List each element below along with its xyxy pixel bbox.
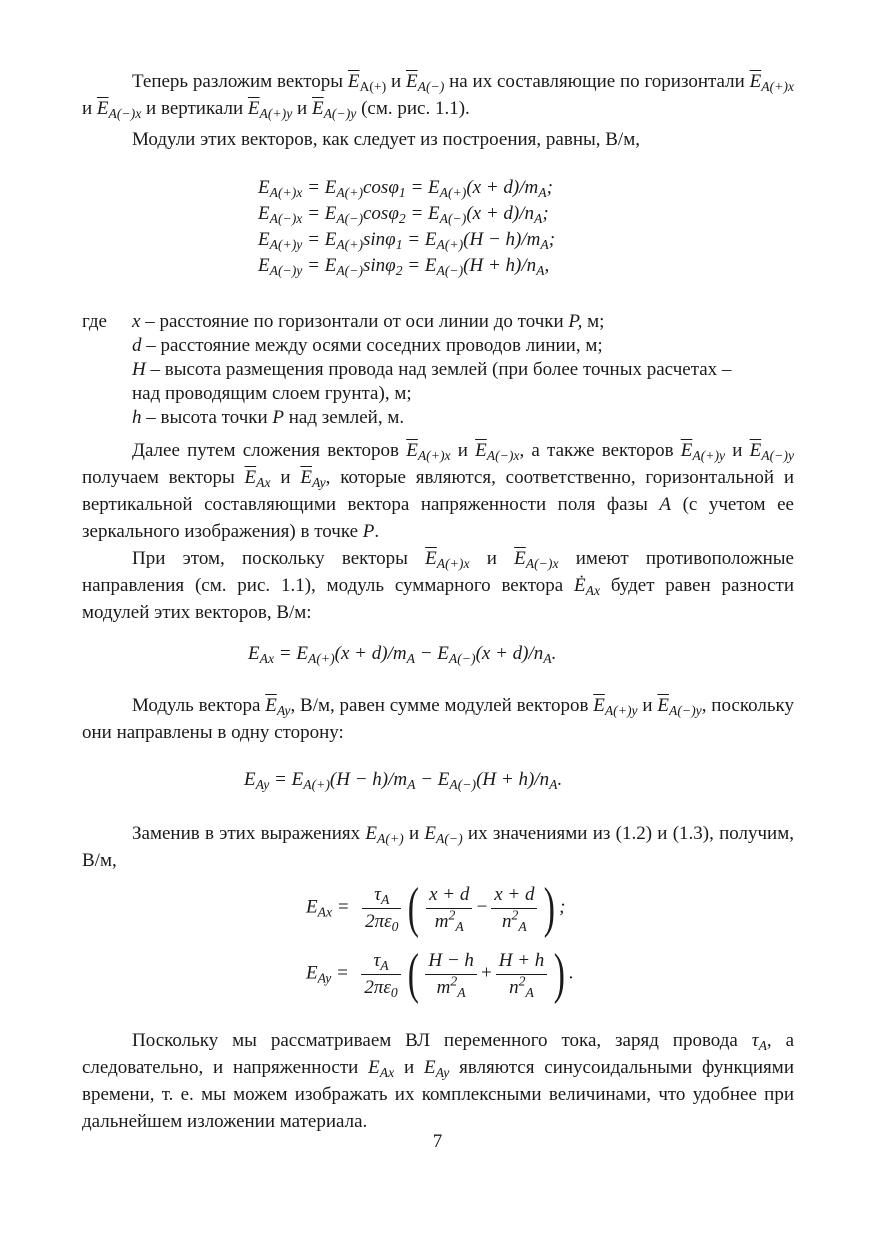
- equation-block-components: [258, 175, 555, 279]
- fraction-m: $\frac{x + d}{m^2_A}$: [426, 884, 472, 933]
- equation-Ax: $E_{Ax} = E_{A(+)}(x + d)/m_A - E_{A(-)}(x + d)/n_A$.: [248, 643, 557, 667]
- fraction-tau: $\frac{\tau_A}{2\pi\varepsilon_0}$: [362, 884, 401, 933]
- paragraph-module-Ay: Модуль вектора $\overline{E}_{Ay}$, В/м, равен сумме модулей векторов $\overline{E}_{A(+)y}$ и $\overline{E}_{A(-)y}$, поскольку они направлены в одну сторону:: [82, 695, 794, 743]
- paragraph-ac-line: Поскольку мы рассматриваем ВЛ переменного тока, заряд провода $\tau_A$, а следовательно, и напряженности $E_{Ax}$ и $E_{Ay}$ являются синусоидальными функциями времени, т. е. мы можем изображать их комплексными величинами, что удобнее при дальнейшем изложении материала.: [82, 1030, 795, 1132]
- paragraph-moduli-intro: Модули этих векторов, как следует из построения, равны, В/м,: [132, 129, 640, 150]
- equation-row: $E_{A(+)x} = E_{A(+)}\cos\varphi_1 = E_{A(+)}(x + d)/m_A$;: [258, 177, 553, 201]
- equation-Ay: $E_{Ay} = E_{A(+)}(H - h)/m_A - E_{A(-)}(H + h)/n_A$.: [244, 769, 563, 793]
- fraction-equation-Ax: $E_{Ax}$ = $\frac{\tau_A}{2\pi\varepsilon_0}$ ( $\frac{x + d}{m^2_A}$ − $\frac{x + d}{n^2_A}$ ) ;: [306, 877, 566, 939]
- page-number: 7: [432, 1131, 443, 1152]
- paragraph-substitution: Заменив в этих выражениях $E_{A(+)}$ и $E_{A(-)}$ их значениями из (1.2) и (1.3), получим, В/м,: [82, 823, 795, 871]
- definition-H: H – высота размещения провода над землей (при более точных расчетах –: [132, 359, 732, 380]
- fraction-equation-Ay: $E_{Ay}$ = $\frac{\tau_A}{2\pi\varepsilon_0}$ ( $\frac{H - h}{m^2_A}$ + $\frac{H + h}{n^2_A}$ ) .: [306, 943, 574, 1005]
- equation-row: $E_{A(-)x} = E_{A(-)}\cos\varphi_2 = E_{A(-)}(x + d)/n_A$;: [258, 203, 549, 227]
- definition-x: x – расстояние по горизонтали от оси линии до точки P, м;: [132, 311, 605, 332]
- equation-row: $E_{A(+)y} = E_{A(+)}\sin\varphi_1 = E_{A(+)}(H - h)/m_A$;: [258, 229, 556, 253]
- fraction-m: $\frac{H - h}{m^2_A}$: [425, 950, 477, 999]
- definition-h: h – высота точки P над землей, м.: [132, 407, 405, 428]
- fraction-n: $\frac{H + h}{n^2_A}$: [496, 950, 548, 999]
- equation-row: $E_{A(-)y} = E_{A(-)}\sin\varphi_2 = E_{A(-)}(H + h)/n_A$,: [258, 255, 550, 279]
- definition-H-continued: над проводящим слоем грунта), м;: [132, 383, 412, 404]
- paragraph-opposite-directions: При этом, поскольку векторы $\overline{E}_{A(+)x}$ и $\overline{E}_{A(-)x}$ имеют противоположные направления (см. рис. 1.1), модуль суммарного вектора $Ė_{Ax}$ будет равен разности модулей этих векторов, В/м:: [82, 548, 794, 623]
- definition-d: d – расстояние между осями соседних проводов линии, м;: [132, 335, 603, 356]
- definitions-list: [82, 310, 794, 430]
- definitions-label: где: [82, 311, 107, 332]
- paragraph-vector-sum: Далее путем сложения векторов $\overline{E}_{A(+)x}$ и $\overline{E}_{A(-)x}$, а также векторов $\overline{E}_{A(+)y}$ и $\overline{E}_{A(-)y}$ получаем векторы $\overline{E}_{Ax}$ и $\overline{E}_{Ay}$, которые являются, соответственно, горизонтальной и вертикальной составляющими вектора напряженности поля фазы A (с учетом ее зеркального изображения) в точке P.: [82, 440, 795, 542]
- paragraph-decomposition: Теперь разложим векторы $\overline{E}_{A(+)}$ и $\overline{E}_{A(-)}$ на их составляющие по горизонтали $\overline{E}_{A(+)x}$ и $\overline{E}_{A(-)x}$ и вертикали $\overline{E}_{A(+)y}$ и $\overline{E}_{A(-)y}$ (см. рис. 1.1).: [82, 71, 794, 122]
- fraction-n: $\frac{x + d}{n^2_A}$: [491, 884, 537, 933]
- fraction-tau: $\frac{\tau_A}{2\pi\varepsilon_0}$: [361, 950, 400, 999]
